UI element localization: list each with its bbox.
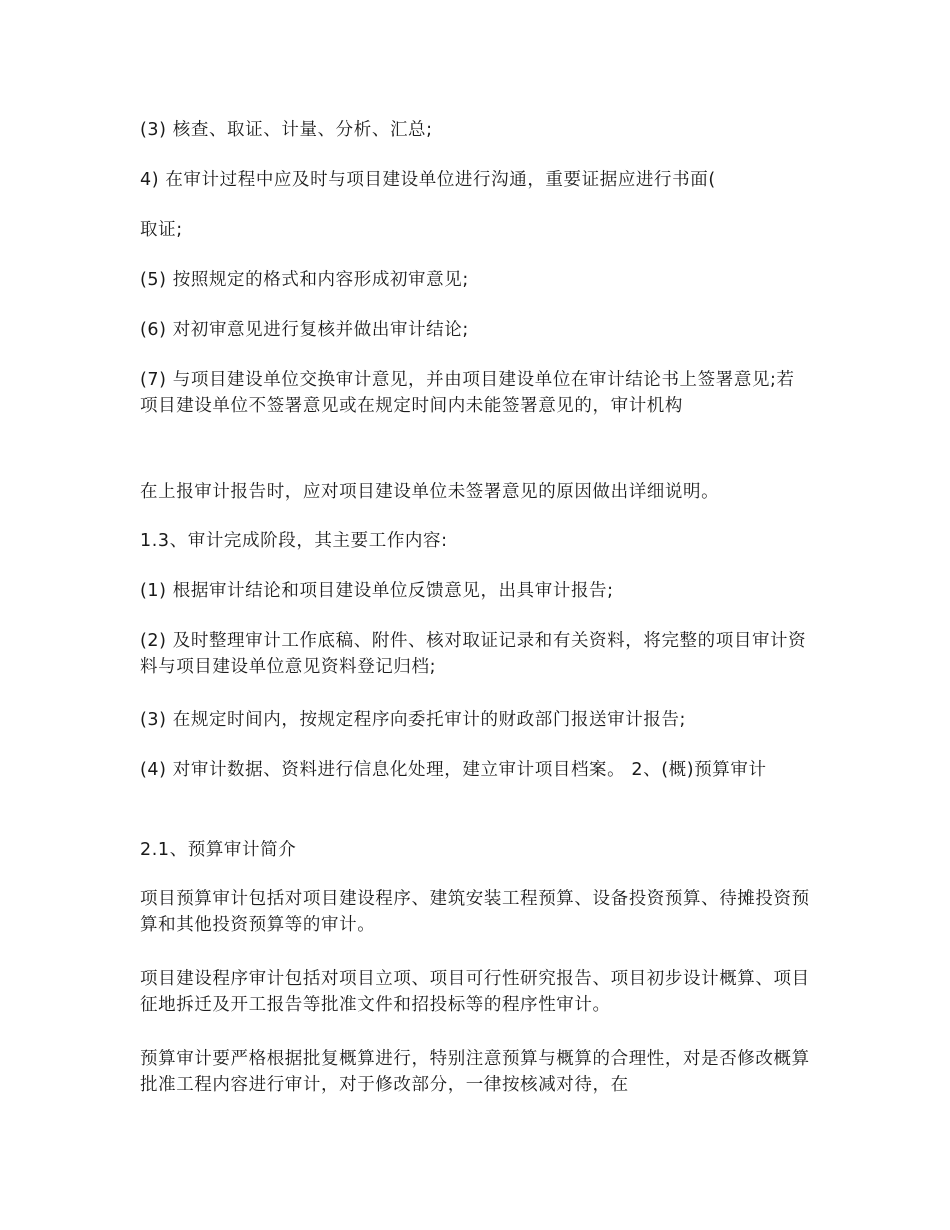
paragraph-step-3-verify: (3) 核查、取证、计量、分析、汇总; — [140, 120, 433, 140]
paragraph-completion-4: (4) 对审计数据、资料进行信息化处理，建立审计项目档案。 2、(概)预算审计 — [140, 760, 767, 780]
paragraph-completion-3: (3) 在规定时间内，按规定程序向委托审计的财政部门报送审计报告; — [140, 710, 687, 730]
paragraph-procedure-audit: 项目建设程序审计包括对项目立项、项目可行性研究报告、项目初步设计概算、项目征地拆迁及开工报告等批准文件和招投标等的程序性审计。 — [140, 969, 810, 1015]
section-heading-2-1: 2.1、预算审计简介 — [140, 840, 297, 860]
paragraph-step-4-communicate: 4) 在审计过程中应及时与项目建设单位进行沟通，重要证据应进行书面( — [140, 170, 716, 190]
section-heading-1-3: 1.3、审计完成阶段，其主要工作内容: — [140, 531, 448, 551]
paragraph-obtain-evidence: 取证; — [140, 220, 183, 240]
paragraph-completion-1: (1) 根据审计结论和项目建设单位反馈意见，出具审计报告; — [140, 581, 614, 601]
paragraph-completion-2: (2) 及时整理审计工作底稿、附件、核对取证记录和有关资料，将完整的项目审计资料与项目建设单位意见资料登记归档; — [140, 631, 807, 677]
paragraph-budget-audit-scope: 项目预算审计包括对项目建设程序、建筑安装工程预算、设备投资预算、待摊投资预算和其他投资预算等的审计。 — [140, 889, 810, 935]
paragraph-step-7-exchange-opinion: (7) 与项目建设单位交换审计意见，并由项目建设单位在审计结论书上签署意见;若项目建设单位不签署意见或在规定时间内未能签署意见的，审计机构 — [140, 370, 795, 416]
paragraph-step-6-review: (6) 对初审意见进行复核并做出审计结论; — [140, 320, 469, 340]
paragraph-step-5-preliminary-opinion: (5) 按照规定的格式和内容形成初审意见; — [140, 270, 469, 290]
paragraph-report-explanation: 在上报审计报告时，应对项目建设单位未签署意见的原因做出详细说明。 — [140, 482, 720, 502]
paragraph-budget-audit-rules: 预算审计要严格根据批复概算进行，特别注意预算与概算的合理性，对是否修改概算批准工程内容进行审计，对于修改部分，一律按核减对待，在 — [140, 1049, 810, 1095]
